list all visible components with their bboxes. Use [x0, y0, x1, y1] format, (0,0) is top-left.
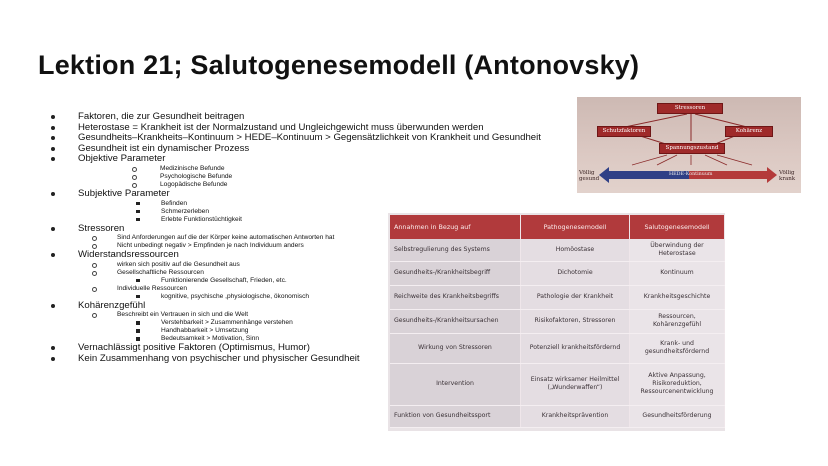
bullet-square-icon: [136, 210, 140, 214]
bullet-circle-icon: [132, 175, 137, 180]
table-cell: Aktive Anpassung, Risikoreduktion, Ressourcenentwicklung: [630, 363, 725, 405]
list-item-text: Erlebte Funktionstüchtigkeit: [161, 215, 242, 223]
table-row: [390, 405, 725, 427]
table-header-row: [390, 215, 725, 239]
table-cell: Gesundheits-/Krankheitsursachen: [390, 309, 521, 333]
table-row: [390, 363, 725, 405]
bullet-dot-icon: [51, 346, 55, 350]
list-item-text: Subjektive Parameter: [78, 187, 170, 199]
bullet-dot-icon: [51, 126, 55, 130]
bullet-dot-icon: [51, 115, 55, 119]
list-item-text: Stressoren: [78, 222, 125, 234]
list-item-text: Schmerzerleben: [161, 207, 210, 215]
bullet-square-icon: [136, 337, 140, 341]
list-item-text: Verstehbarkeit > Zusammenhänge verstehen: [161, 319, 293, 327]
table-cell: Wirkung von Stressoren: [390, 333, 521, 363]
bullet-dot-icon: [51, 192, 55, 196]
list-item-text: Logopädische Befunde: [160, 180, 228, 188]
slide-title: Lektion 21; Salutogenesemodell (Antonovsky): [38, 50, 640, 80]
bullet-dot-icon: [51, 304, 55, 308]
bullet-square-icon: [136, 279, 140, 283]
table-cell: Selbstregulierung des Systems: [390, 239, 521, 261]
bullet-square-icon: [136, 329, 140, 333]
list-item-text: Beschreibt ein Vertrauen in sich und die Welt: [117, 311, 249, 319]
stressoren-box: Stressoren: [657, 103, 723, 114]
column-header: Salutogenesemodell: [630, 215, 725, 239]
voellig-krank-label: Völlig krank: [779, 170, 796, 182]
list-item-text: Sind Anforderungen auf die der Körper keine automatischen Antworten hat: [117, 234, 335, 242]
list-item-text: Gesellschaftliche Ressourcen: [117, 268, 204, 276]
bullet-circle-icon: [92, 271, 97, 276]
table-cell: Potenziell krankheitsfördernd: [521, 333, 630, 363]
list-item: [30, 200, 590, 208]
list-item-text: Befinden: [161, 199, 188, 207]
comparison-table: [390, 215, 725, 428]
bullet-dot-icon: [51, 136, 55, 140]
spannungszustand-box: Spannungszustand: [659, 143, 725, 154]
bullet-circle-icon: [92, 263, 97, 268]
table-cell: Krankheitsprävention: [521, 405, 630, 427]
bullet-dot-icon: [51, 253, 55, 257]
table-cell: Intervention: [390, 363, 521, 405]
bullet-circle-icon: [132, 167, 137, 172]
list-item-text: Psychologische Befunde: [160, 172, 233, 180]
bullet-circle-icon: [92, 287, 97, 292]
list-item-text: kognitive, psychische ,physiologische, ökonomisch: [161, 292, 310, 300]
bullet-dot-icon: [51, 357, 55, 361]
list-item: [30, 154, 590, 165]
list-item-text: Kein Zusammenhang von psychischer und physischer Gesundheit: [78, 352, 360, 364]
model-diagram-photo: [577, 97, 801, 193]
table-cell: Homöostase: [521, 239, 630, 261]
bullet-dot-icon: [51, 147, 55, 151]
table-cell: Kontinuum: [630, 261, 725, 285]
kohaerenz-box: Kohärenz: [725, 126, 773, 137]
table-cell: Pathologie der Krankheit: [521, 285, 630, 309]
table-cell: Krankheitsgeschichte: [630, 285, 725, 309]
table-row: [390, 261, 725, 285]
voellig-gesund-label: Völlig gesund: [579, 170, 600, 182]
table-row: [390, 309, 725, 333]
table-cell: Krank- und gesundheitsfördernd: [630, 333, 725, 363]
list-item-text: Heterostase = Krankheit ist der Normalzustand und Ungleichgewicht muss überwunden werden: [78, 121, 484, 133]
list-item-text: Bedeutsamkeit > Motivation, Sinn: [161, 335, 260, 343]
table-cell: Gesundheitsförderung: [630, 405, 725, 427]
table-cell: Ressourcen, Kohärenzgefühl: [630, 309, 725, 333]
bullet-square-icon: [136, 218, 140, 222]
list-item-text: Objektive Parameter: [78, 153, 166, 165]
list-item: [30, 165, 590, 173]
table-row: [390, 333, 725, 363]
schutzfaktoren-box: Schutzfaktoren: [597, 126, 651, 137]
hede-label: HEDE-Kontinuum: [669, 172, 713, 177]
list-item-text: Individuelle Ressourcen: [117, 284, 188, 292]
comparison-table-photo: [388, 213, 725, 431]
list-item-text: Funktionierende Gesellschaft, Frieden, etc.: [161, 276, 287, 284]
list-item-text: Kohärenzgefühl: [78, 299, 146, 311]
table-cell: Reichweite des Krankheitsbegriffs: [390, 285, 521, 309]
list-item-text: wirken sich positiv auf die Gesundheit aus: [117, 260, 240, 268]
bullet-circle-icon: [92, 236, 97, 241]
list-item-text: Medizinische Befunde: [160, 164, 225, 172]
table-row: [390, 239, 725, 261]
bullet-square-icon: [136, 202, 140, 206]
bullet-dot-icon: [51, 157, 55, 161]
bullet-square-icon: [136, 295, 140, 299]
list-item: [30, 173, 590, 181]
list-item-text: Vernachlässigt positive Faktoren (Optimismus, Humor): [78, 342, 310, 354]
column-header: Pathogenesemodell: [521, 215, 630, 239]
bullet-square-icon: [136, 321, 140, 325]
table-cell: Überwindung der Heterostase: [630, 239, 725, 261]
list-item-text: Gesundheit ist ein dynamischer Prozess: [78, 142, 250, 154]
list-item-text: Nicht unbedingt negativ > Empfinden je nach Individuum anders: [117, 242, 304, 250]
list-item-text: Handhabbarkeit > Umsetzung: [161, 327, 249, 335]
table-cell: Dichotomie: [521, 261, 630, 285]
table-cell: Gesundheits-/Krankheitsbegriff: [390, 261, 521, 285]
table-cell: Einsatz wirksamer Heilmittel („Wunderwaffen“): [521, 363, 630, 405]
table-cell: Funktion von Gesundheitssport: [390, 405, 521, 427]
column-header: Annahmen in Bezug auf: [390, 215, 521, 239]
table-row: [390, 285, 725, 309]
list-item-text: Widerstandsressourcen: [78, 249, 179, 261]
bullet-circle-icon: [92, 313, 97, 318]
list-item-text: Gesundheits–Krankheits–Kontinuum > HEDE–Kontinuum > Gegensätzlichkeit von Krankheit und Gesundheit: [78, 132, 541, 144]
table-cell: Risikofaktoren, Stressoren: [521, 309, 630, 333]
list-item: [30, 189, 590, 200]
bullet-dot-icon: [51, 227, 55, 231]
list-item-text: Faktoren, die zur Gesundheit beitragen: [78, 111, 245, 122]
